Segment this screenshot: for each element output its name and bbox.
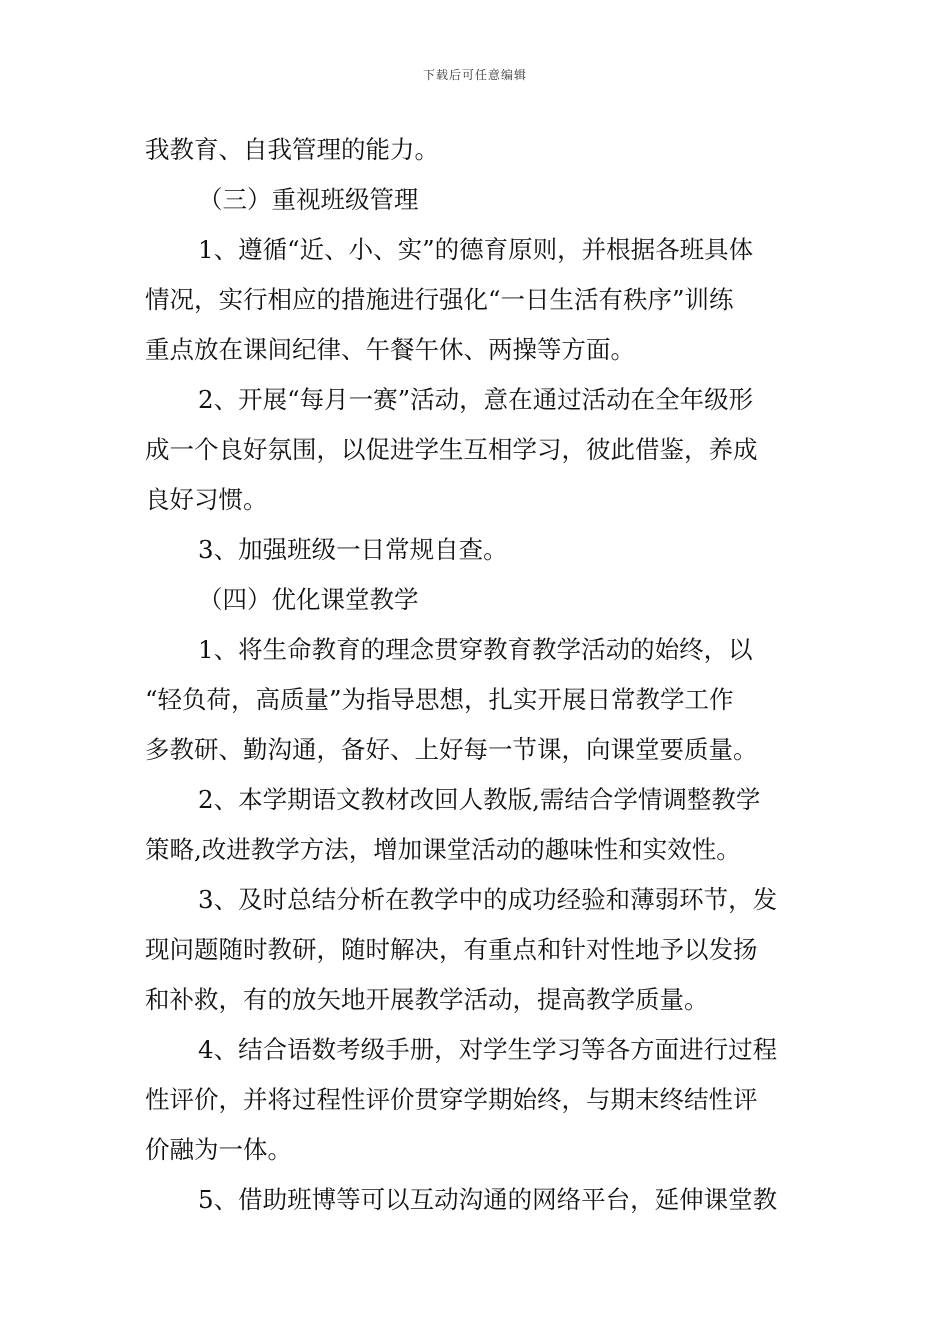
text-line: 策略,改进教学方法，增加课堂活动的趣味性和实效性。 [145, 835, 741, 864]
text-line: 2、开展“每月一赛”活动，意在通过活动在全年级形 [198, 385, 754, 414]
text-line: 1、将生命教育的理念贯穿教育教学活动的始终，以 [198, 635, 753, 664]
text-line: 4、结合语数考级手册，对学生学习等各方面进行过程 [198, 1035, 778, 1064]
section-heading: （四）优化课堂教学 [198, 585, 419, 614]
text-line: 情况，实行相应的措施进行强化“一日生活有秩序”训练 [145, 285, 734, 314]
text-line: 多教研、勤沟通，备好、上好每一节课，向课堂要质量。 [145, 735, 758, 764]
text-line: 3、加强班级一日常规自查。 [198, 535, 508, 564]
text-line: 5、借助班博等可以互动沟通的网络平台，延伸课堂教 [198, 1185, 778, 1214]
text-line: 性评价，并将过程性评价贯穿学期始终，与期末终结性评 [145, 1085, 758, 1114]
text-line: 现问题随时教研，随时解决，有重点和针对性地予以发扬 [145, 935, 758, 964]
text-line: 2、本学期语文教材改回人教版,需结合学情调整教学 [198, 785, 761, 814]
text-line: 价融为一体。 [145, 1135, 292, 1164]
section-heading: （三）重视班级管理 [198, 185, 419, 214]
text-line: 我教育、自我管理的能力。 [145, 135, 439, 164]
text-line: 和补救，有的放矢地开展教学活动，提高教学质量。 [145, 985, 709, 1014]
text-line: 1、遵循“近、小、实”的德育原则，并根据各班具体 [198, 235, 754, 264]
text-line: 3、及时总结分析在教学中的成功经验和薄弱环节，发 [198, 885, 778, 914]
text-line: 重点放在课间纪律、午餐午休、两操等方面。 [145, 335, 635, 364]
page-header: 下载后可任意编辑 [422, 68, 527, 82]
text-line: 成一个良好氛围，以促进学生互相学习，彼此借鉴，养成 [145, 435, 758, 464]
text-line: 良好习惯。 [145, 485, 268, 514]
text-line: “轻负荷，高质量”为指导思想，扎实开展日常教学工作 [145, 685, 734, 714]
